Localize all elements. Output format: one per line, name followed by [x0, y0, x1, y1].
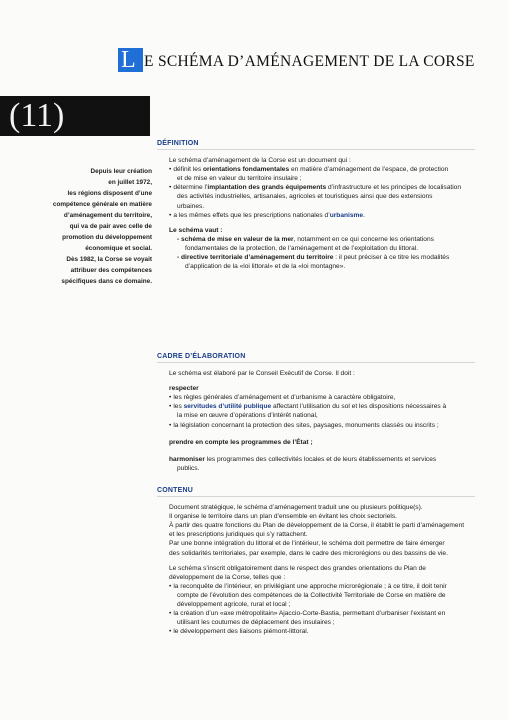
- paragraph: À partir des quatre fonctions du Plan de développement de la Corse, il établit le parti d’aménagement: [169, 522, 465, 530]
- list-item-cont: compte de l’évolution des compétences de la Collectivité Territoriale de Corse en matière de: [177, 591, 446, 599]
- sidebar-line: d’aménagement du territoire,: [63, 212, 152, 219]
- text: en matière d’aménagement de l’espace, de protection: [289, 166, 449, 174]
- text: d’infrastructure et les principes de localisation: [326, 184, 461, 192]
- section-body: [169, 503, 475, 636]
- title-initial-box: [118, 48, 143, 72]
- list-item-cont: d’application de la «loi littoral» et de la «loi montagne».: [185, 263, 346, 271]
- text: .: [363, 211, 365, 219]
- sidebar-line: qui va de pair avec celle de: [69, 223, 152, 230]
- chapter-badge: [0, 96, 150, 136]
- sidebar-line: Dès 1982, la Corse se voyait: [66, 256, 152, 263]
- list-item-cont: développement agricole, rural et local ;: [177, 601, 291, 609]
- paragraph-cont: des solidarités territoriales, par exemple, dans le cadre des microrégions ou des bassins de vie.: [169, 549, 448, 557]
- section-heading: CONTENU: [157, 486, 475, 497]
- emphasis: implantation des grands équipements: [207, 184, 327, 192]
- list-item: [169, 183, 475, 192]
- section-heading: DÉFINITION: [157, 139, 475, 150]
- title-initial: L: [121, 47, 136, 73]
- paragraph: Il organise le territoire dans un plan d’ensemble en évitant les choix sectoriels.: [169, 513, 397, 521]
- sidebar-line: les régions disposent d’une: [67, 190, 152, 197]
- list-item: • les règles générales d’aménagement et d’urbanisme à caractère obligatoire,: [169, 393, 475, 402]
- list-item: [169, 253, 475, 262]
- list-item-cont: la mise en œuvre d’opérations d’intérêt national,: [177, 412, 318, 420]
- emphasis: urbanisme: [329, 211, 364, 219]
- list-item-cont: et de mise en valeur du territoire insulaire ;: [177, 175, 302, 183]
- list-item-cont: urbaines.: [177, 202, 205, 210]
- emphasis: - schéma de mise en valeur de la mer: [177, 235, 294, 243]
- emphasis: harmoniser: [169, 455, 205, 463]
- list-item: • la législation concernant la protection des sites, paysages, monuments classés ou inscrits ;: [169, 421, 475, 430]
- paragraph: Le schéma est élaboré par le Conseil Exécutif de Corse. Il doit :: [169, 370, 355, 378]
- list-item-cont: des activités industrielles, artisanales, agricoles et touristiques ainsi que des extensions: [177, 193, 433, 201]
- emphasis: - directive territoriale d’aménagement du territoire: [177, 254, 334, 262]
- list-item: • le développement des liaisons piémont-littoral.: [169, 627, 475, 636]
- text: les programmes des collectivités locales et de leurs établissements et services: [204, 455, 437, 463]
- list-item: [169, 235, 475, 244]
- list-item: [169, 402, 475, 411]
- sidebar-line: en juillet 1972,: [108, 179, 152, 186]
- sidebar-line: attribuer des compétences: [70, 267, 152, 274]
- text: détermine l’: [173, 184, 208, 192]
- section-body: [169, 369, 475, 473]
- sidebar-line: compétence générale en matière: [52, 201, 152, 208]
- section-body: [169, 156, 475, 271]
- section-contenu: [157, 486, 475, 636]
- list-item-cont: utilisant les coutumes de déplacement des insulaires ;: [177, 619, 335, 627]
- text: affectant l’utilisation du sol et les dispositions nécessaires à: [271, 403, 447, 411]
- emphasis: orientations fondamentales: [203, 166, 290, 174]
- text: les: [173, 403, 184, 411]
- sidebar-line: économique et social.: [85, 245, 152, 252]
- sidebar-line: promotion du développement: [62, 234, 152, 241]
- text: , notamment en ce qui concerne les orientations: [293, 235, 434, 243]
- emphasis: servitudes d’utilité publique: [183, 403, 272, 411]
- text: : il peut préciser à ce titre les modalités: [333, 254, 450, 262]
- subheading: prendre en compte les programmes de l’État ;: [169, 438, 313, 446]
- paragraph-cont: développement de la Corse, telles que :: [169, 573, 286, 581]
- paragraph-cont: publics.: [177, 464, 200, 472]
- list-item: • la création d’un «axe métropolitain» Ajaccio-Corte-Bastia, permettant d’urbaniser l’existant en: [169, 609, 475, 618]
- paragraph: Le schéma s’inscrit obligatoirement dans le respect des grandes orientations du Plan de: [169, 564, 426, 572]
- sidebar-line: Depuis leur création: [90, 168, 152, 175]
- list-item-cont: fondamentales de la protection, de l’aménagement et de l’exploitation du littoral.: [185, 244, 419, 252]
- subheading: respecter: [169, 385, 199, 393]
- paragraph: Document stratégique, le schéma d’aménagement traduit une ou plusieurs politique(s).: [169, 504, 423, 512]
- paragraph: [169, 455, 475, 464]
- sidebar-summary: [24, 166, 152, 287]
- section-heading: CADRE D’ÉLABORATION: [157, 352, 475, 363]
- paragraph: Par une bonne intégration du littoral et de l’intérieur, le schéma doit permettre de faire émerger: [169, 540, 445, 548]
- title-text: E SCHÉMA D’AMÉNAGEMENT DE LA CORSE: [144, 53, 475, 70]
- list-item: • la reconquête de l’intérieur, en privilégiant une approche microrégionale ; à ce titre, il doit tenir: [169, 582, 475, 591]
- sidebar-line: spécifiques dans ce domaine.: [61, 278, 152, 285]
- section-definition: [157, 139, 475, 271]
- chapter-number: (11): [9, 97, 65, 134]
- list-item: [169, 211, 475, 220]
- paragraph-cont: et les prescriptions juridiques qui s’y rattachent.: [169, 531, 308, 539]
- list-item: [169, 165, 475, 174]
- text: a les mêmes effets que les prescriptions nationales d’: [173, 211, 330, 219]
- paragraph: Le schéma d’aménagement de la Corse est un document qui :: [169, 157, 351, 165]
- text: définit les: [173, 166, 204, 174]
- section-cadre: [157, 352, 475, 473]
- subheading: Le schéma vaut :: [169, 226, 223, 234]
